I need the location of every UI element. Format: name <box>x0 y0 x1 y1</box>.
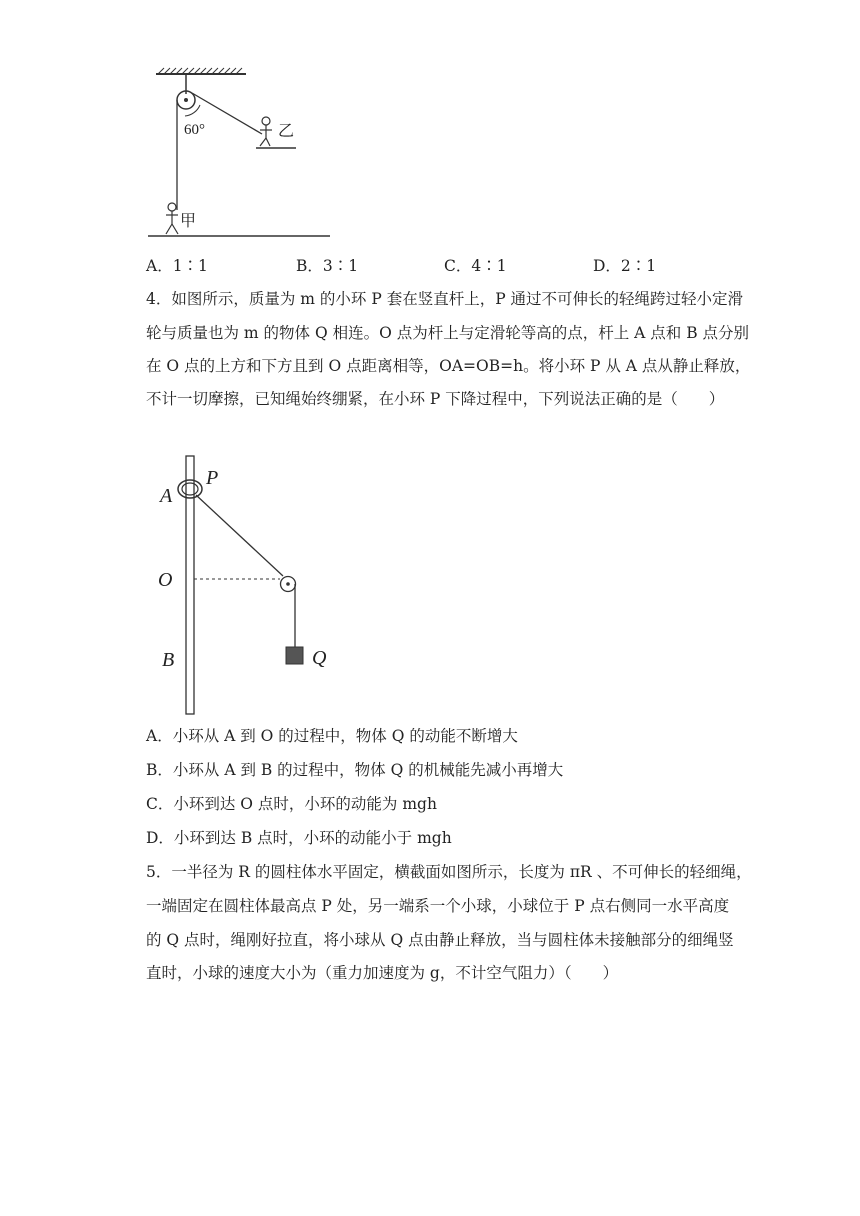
label-a: A <box>160 485 173 507</box>
q4-option-d: D．小环到达 B 点时，小环的动能小于 mgh <box>146 829 452 847</box>
q3-option-b: B．3∶1 <box>296 257 359 275</box>
label-q: Q <box>312 647 327 669</box>
q5-line-1: 5．一半径为 R 的圆柱体水平固定，横截面如图所示，长度为 πR 、不可伸长的轻细绳， <box>146 863 752 881</box>
angle-label: 60° <box>184 122 205 138</box>
q4-line-4: 不计一切摩擦，已知绳始终绷紧，在小环 P 下降过程中，下列说法正确的是（ ） <box>146 390 725 408</box>
q4-line-1: 4．如图所示，质量为 m 的小环 P 套在竖直杆上，P 通过不可伸长的轻绳跨过轻小定滑 <box>146 290 744 308</box>
person-a-label: 甲 <box>180 211 197 230</box>
q4-option-a: A．小环从 A 到 O 的过程中，物体 Q 的动能不断增大 <box>146 727 518 745</box>
label-b: B <box>162 649 175 671</box>
q4-line-2: 轮与质量也为 m 的物体 Q 相连。O 点为杆上与定滑轮等高的点，杆上 A 点和 B 点分别 <box>146 324 750 342</box>
label-p: P <box>206 467 219 489</box>
q5-line-3: 的 Q 点时，绳刚好拉直，将小球从 Q 点由静止释放，当与圆柱体未接触部分的细绳竖 <box>146 931 734 949</box>
q5-line-2: 一端固定在圆柱体最高点 P 处，另一端系一个小球，小球位于 P 点右侧同一水平高度 <box>146 897 730 915</box>
q4-line-3: 在 O 点的上方和下方且到 O 点距离相等，OA=OB=h。将小环 P 从 A 点从静止释放， <box>146 357 751 375</box>
ring-rod-figure <box>150 452 350 717</box>
q3-option-d: D．2∶1 <box>593 257 657 275</box>
label-o: O <box>158 569 173 591</box>
q3-option-a: A．1∶1 <box>146 257 208 275</box>
q4-option-c: C．小环到达 O 点时，小环的动能为 mgh <box>146 795 437 813</box>
q3-option-c: C．4∶1 <box>444 257 507 275</box>
pulley-figure-1 <box>140 62 340 247</box>
q4-option-b: B．小环从 A 到 B 的过程中，物体 Q 的机械能先减小再增大 <box>146 761 564 779</box>
person-b-label: 乙 <box>278 121 295 140</box>
q5-line-4: 直时，小球的速度大小为（重力加速度为 g，不计空气阻力）（ ） <box>146 964 619 982</box>
